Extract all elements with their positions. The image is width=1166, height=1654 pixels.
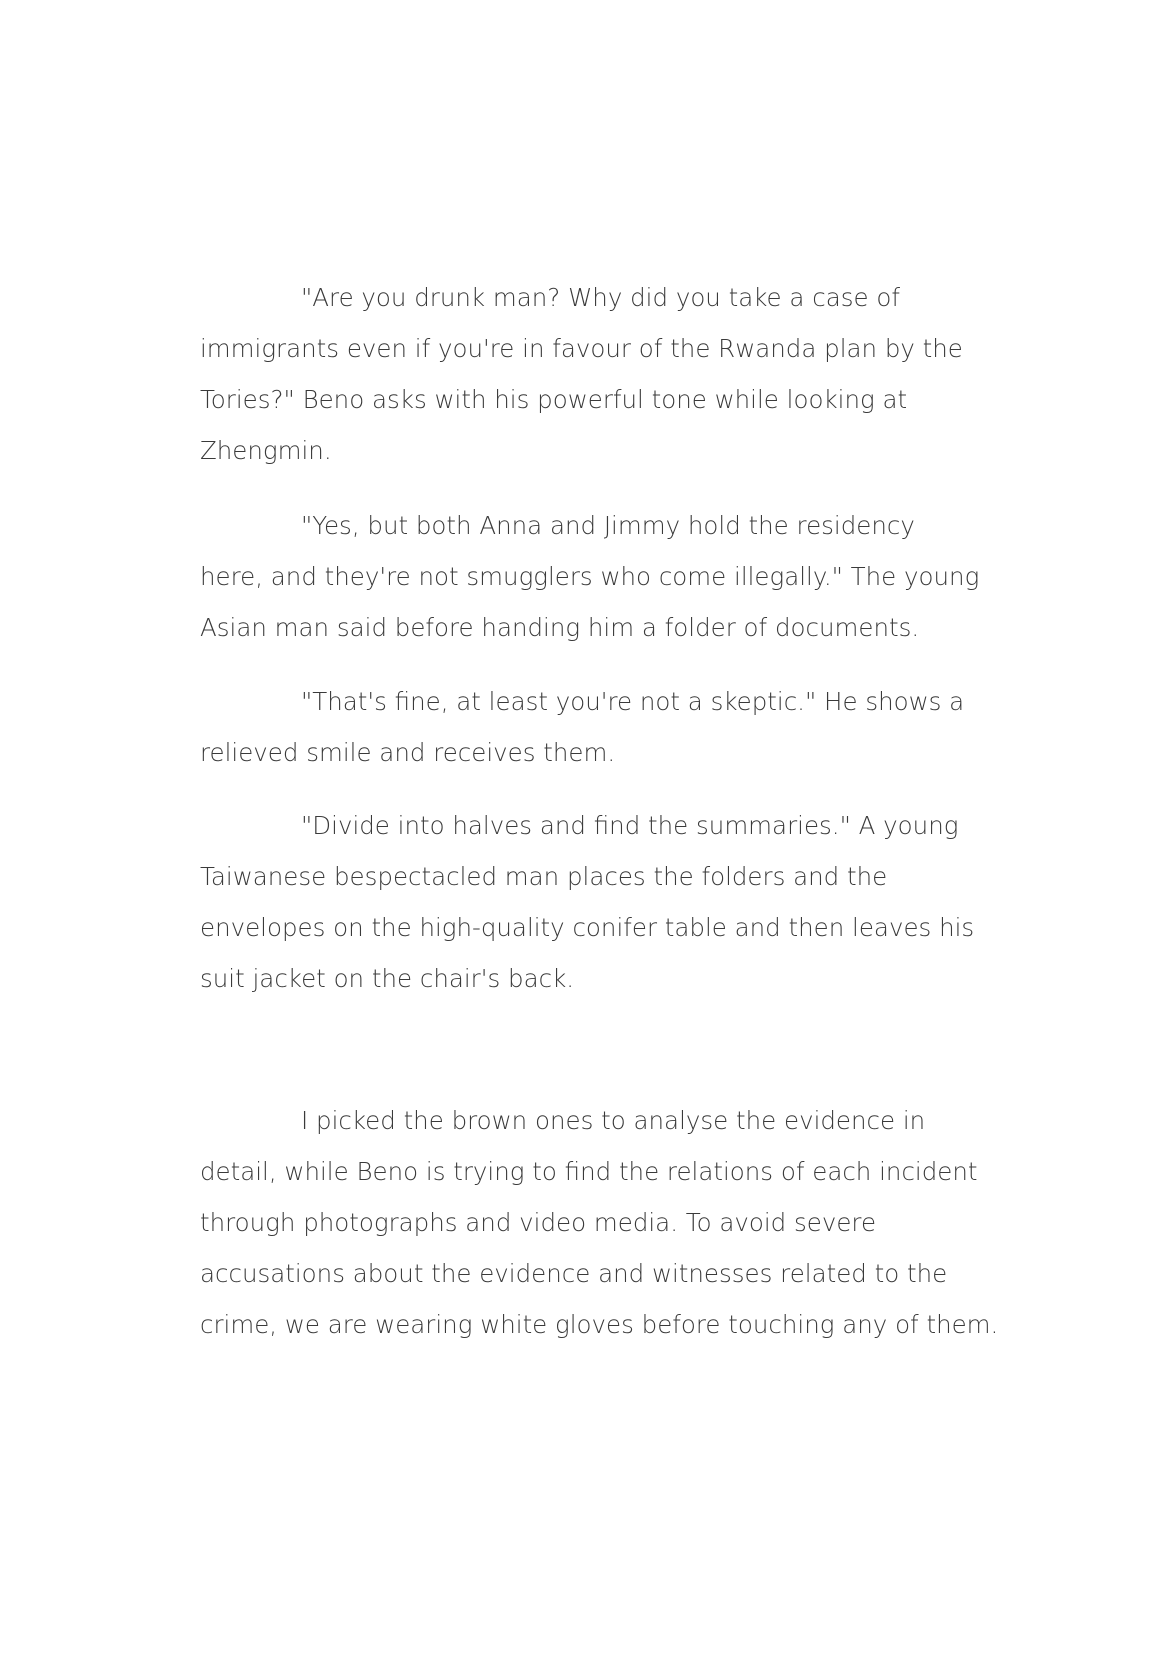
paragraph [200, 1095, 999, 1350]
paragraph [200, 500, 980, 653]
paragraph [200, 676, 980, 778]
paragraph-line: detail, while Beno is trying to find the relations of each incident [200, 1157, 978, 1186]
paragraph-line: Zhengmin. [200, 436, 332, 465]
paragraph-line: crime, we are wearing white gloves before touching any of them. [200, 1310, 999, 1339]
paragraph-line: "That's fine, at least you're not a skeptic." He shows a [301, 687, 965, 716]
paragraph-line: Tories?" Beno asks with his powerful tone while looking at [200, 385, 908, 414]
paragraph-line: "Divide into halves and find the summaries." A young [301, 811, 959, 840]
paragraph-line: here, and they're not smugglers who come illegally." The young [200, 562, 980, 591]
paragraph-line: suit jacket on the chair's back. [200, 964, 575, 993]
paragraph [200, 272, 980, 476]
paragraph-line: accusations about the evidence and witnesses related to the [200, 1259, 948, 1288]
paragraph-line: "Are you drunk man? Why did you take a case of [301, 283, 900, 312]
paragraph-line: envelopes on the high-quality conifer table and then leaves his [200, 913, 975, 942]
paragraph-line: I picked the brown ones to analyse the evidence in [301, 1106, 926, 1135]
paragraph-line: Taiwanese bespectacled man places the folders and the [200, 862, 888, 891]
paragraph-line: Asian man said before handing him a folder of documents. [200, 613, 920, 642]
paragraph-line: through photographs and video media. To avoid severe [200, 1208, 877, 1237]
paragraph [200, 800, 980, 1004]
paragraph-line: immigrants even if you're in favour of the Rwanda plan by the [200, 334, 963, 363]
paragraph-line: "Yes, but both Anna and Jimmy hold the residency [301, 511, 915, 540]
paragraph-line: relieved smile and receives them. [200, 738, 616, 767]
